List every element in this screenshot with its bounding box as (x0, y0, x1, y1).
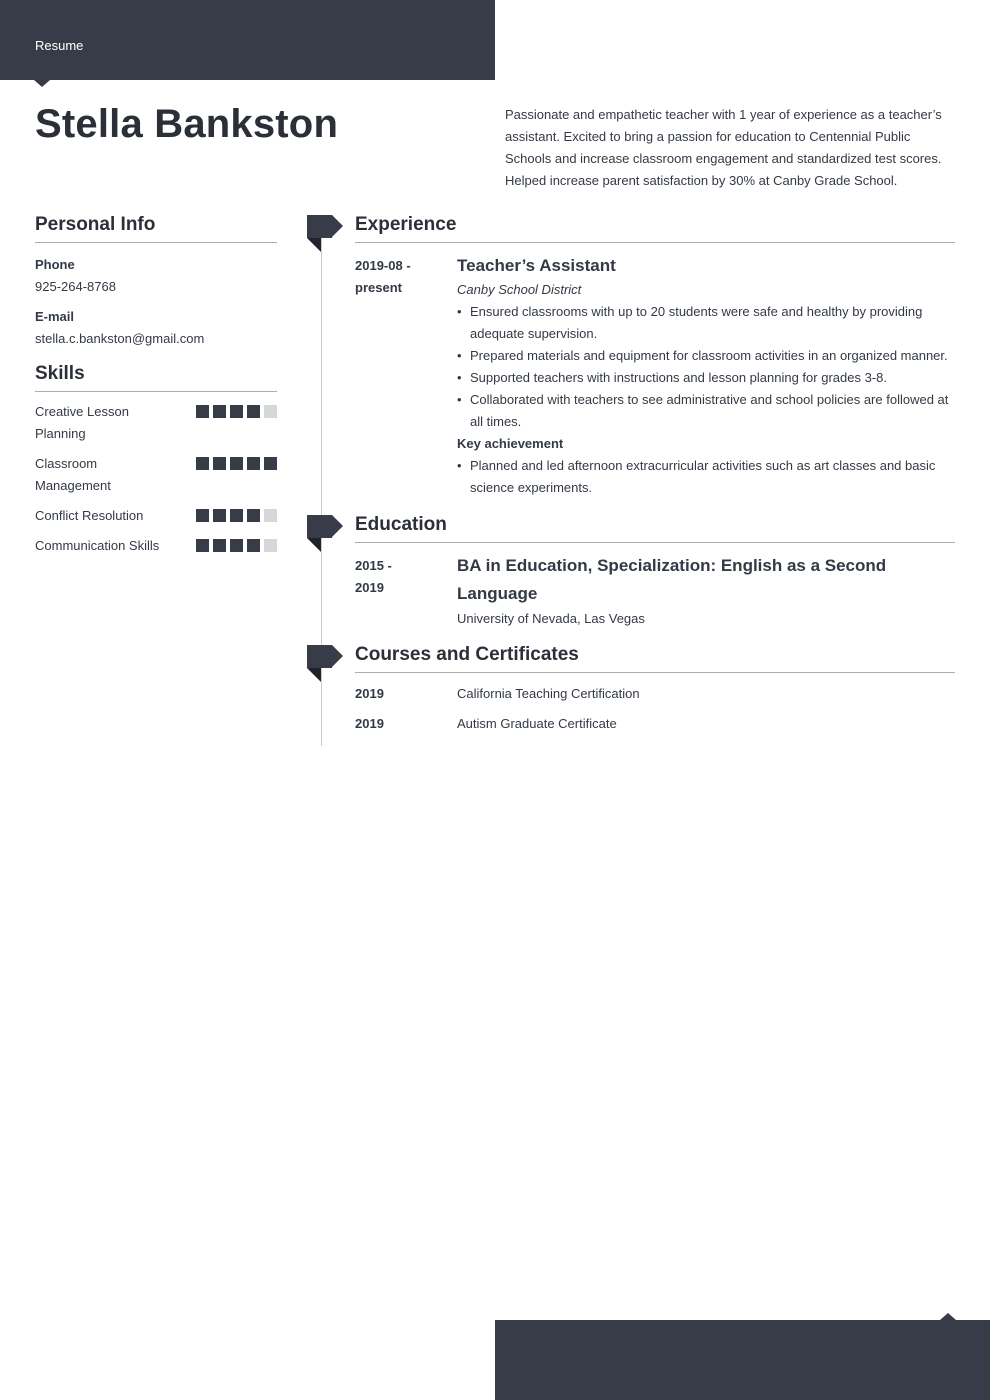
courses-title: Courses and Certificates (355, 644, 955, 673)
personal-info-title: Personal Info (35, 214, 277, 243)
skill-dot-filled (247, 457, 260, 470)
skill-dot-filled (247, 509, 260, 522)
skill-dot-filled (213, 405, 226, 418)
skill-dot-empty (264, 539, 277, 552)
skill-row (35, 505, 277, 527)
email-label: E-mail (35, 309, 75, 324)
list-item: • Ensured classrooms with up to 20 students were safe and healthy by providing adequate supervision. (457, 301, 955, 345)
banner-notch (940, 1313, 956, 1320)
skill-dot-filled (247, 539, 260, 552)
resume-label: Resume (35, 38, 84, 53)
skill-dot-empty (264, 509, 277, 522)
email-value: stella.c.bankston@gmail.com (35, 331, 205, 346)
key-achievement-label: Key achievement (457, 436, 564, 451)
experience-section (355, 214, 955, 499)
list-item: • Prepared materials and equipment for classroom activities in an organized manner. (457, 345, 955, 367)
course-entry (355, 713, 955, 735)
education-date: 2015 - 2019 (355, 558, 392, 595)
education-title: Education (355, 514, 955, 543)
education-entry (355, 555, 955, 630)
skill-dot-filled (230, 539, 243, 552)
skill-dot-filled (196, 405, 209, 418)
summary-text: Passionate and empathetic teacher with 1 year of experience as a teacher’s assistant. Excited to bring a passion for education to Centennial Public Schools and increase classroom engagement and standardized test scores. Helped increase parent satisfaction by 30% at Canby Grade School. (505, 107, 942, 188)
skill-row (35, 453, 277, 497)
skill-dot-filled (247, 405, 260, 418)
skill-dot-filled (213, 457, 226, 470)
course-year: 2019 (355, 716, 384, 731)
skill-dot-empty (264, 405, 277, 418)
top-banner (0, 0, 495, 80)
skills-list (35, 401, 277, 557)
phone-value: 925-264-8768 (35, 279, 116, 294)
bottom-banner (495, 1320, 990, 1400)
duties-list (457, 301, 955, 433)
degree-title: BA in Education, Specialization: English as a Second Language (457, 556, 887, 603)
banner-notch (34, 80, 50, 87)
education-flag-icon (307, 515, 344, 552)
skill-name: Classroom Management (35, 456, 111, 493)
skill-level-meter (196, 509, 277, 522)
list-item: • Collaborated with teachers to see administrative and school policies are followed at all times. (457, 389, 955, 433)
skill-dot-filled (213, 539, 226, 552)
experience-date: 2019-08 - present (355, 258, 411, 295)
job-title: Teacher’s Assistant (457, 256, 616, 275)
skill-row (35, 401, 277, 445)
candidate-name: Stella Bankston (35, 102, 339, 146)
skill-dot-filled (196, 539, 209, 552)
courses-flag-icon (307, 645, 344, 682)
skill-dot-filled (196, 509, 209, 522)
achievements-list (457, 455, 955, 499)
skill-dot-filled (230, 509, 243, 522)
skills-title: Skills (35, 363, 277, 392)
skill-dot-filled (230, 405, 243, 418)
course-name: California Teaching Certification (457, 686, 640, 701)
course-year: 2019 (355, 686, 384, 701)
skill-level-meter (196, 457, 277, 470)
skill-dot-filled (264, 457, 277, 470)
list-item: • Planned and led afternoon extracurricular activities such as art classes and basic science experiments. (457, 455, 955, 499)
skill-name: Creative Lesson Planning (35, 404, 129, 441)
skill-dot-filled (230, 457, 243, 470)
experience-flag-icon (307, 215, 344, 252)
left-column (35, 214, 277, 565)
phone-label: Phone (35, 257, 75, 272)
experience-title: Experience (355, 214, 955, 243)
skill-dot-filled (213, 509, 226, 522)
course-entry (355, 683, 955, 705)
skill-level-meter (196, 539, 277, 552)
list-item: • Supported teachers with instructions and lesson planning for grades 3-8. (457, 367, 955, 389)
skill-row (35, 535, 277, 557)
company-name: Canby School District (457, 282, 582, 297)
skill-name: Communication Skills (35, 538, 160, 553)
skill-level-meter (196, 405, 277, 418)
course-name: Autism Graduate Certificate (457, 716, 617, 731)
education-section (355, 514, 955, 630)
school-name: University of Nevada, Las Vegas (457, 611, 645, 626)
skill-name: Conflict Resolution (35, 508, 144, 523)
skill-dot-filled (196, 457, 209, 470)
experience-entry (355, 255, 955, 499)
courses-section (355, 644, 955, 735)
